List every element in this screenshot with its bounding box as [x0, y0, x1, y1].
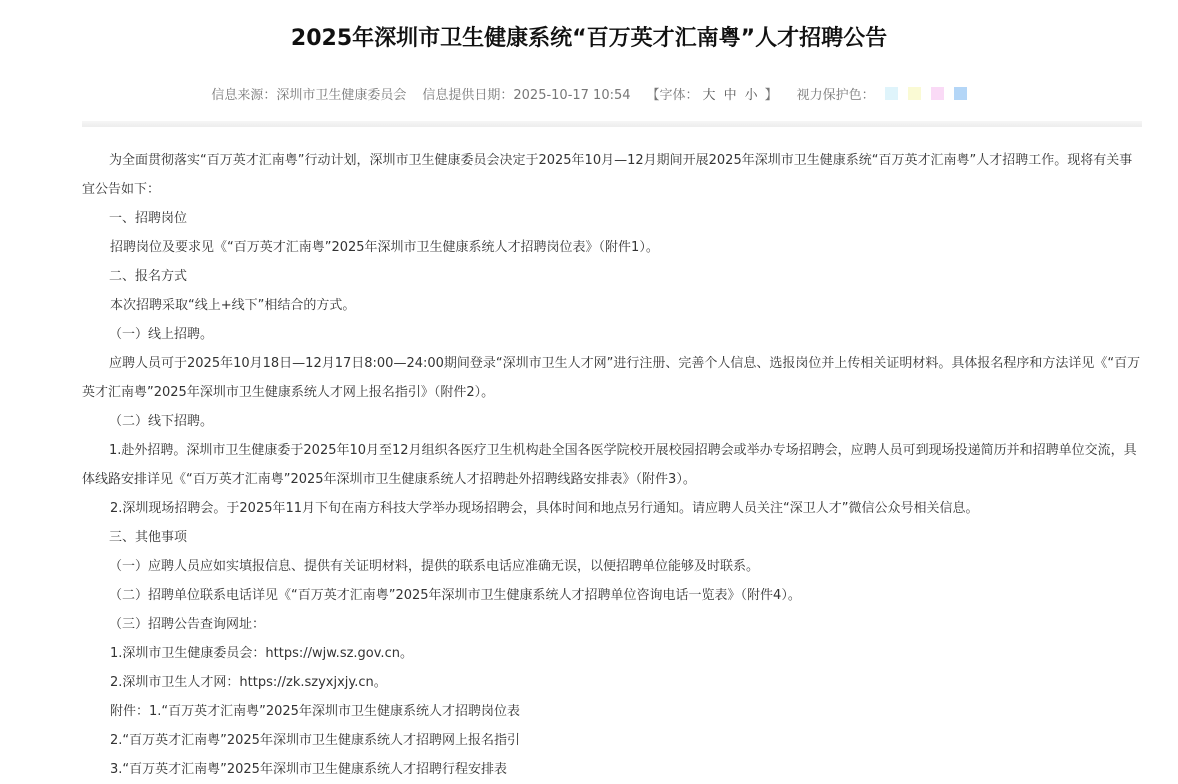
url-talent-network[interactable]: 2.深圳市卫生人才网：https://zk.szyxjxjy.cn。 — [110, 675, 387, 690]
eye-color-swatch-blue[interactable] — [954, 87, 967, 100]
article-meta — [0, 82, 1178, 104]
section-heading-positions: 一、招聘岗位 — [109, 211, 188, 226]
page-title: 2025年深圳市卫生健康系统“百万英才汇南粤”人才招聘公告 — [290, 26, 888, 51]
section-heading-registration: 二、报名方式 — [109, 269, 188, 284]
eye-color-swatch-pink[interactable] — [931, 87, 944, 100]
paragraph-other-item-2: （二）招聘单位联系电话详见《“百万英才汇南粤”2025年深圳市卫生健康系统人才招聘单位咨询电话一览表》（附件4）。 — [109, 588, 801, 603]
subheading-online-recruitment: （一）线上招聘。 — [109, 327, 214, 342]
eye-color-swatch-yellow[interactable] — [908, 87, 921, 100]
article-content — [82, 146, 1142, 784]
font-size-large-button[interactable]: 大 — [702, 87, 716, 103]
intro-paragraph: 为全面贯彻落实“百万英才汇南粤”行动计划，深圳市卫生健康委员会决定于2025年10月—12月期间开展2025年深圳市卫生健康系统“百万英才汇南粤”人才招聘工作。现将有关事宜公告如下： — [82, 153, 1133, 197]
paragraph-offline-campus: 1.赴外招聘。深圳市卫生健康委于2025年10月至12月组织各医疗卫生机构赴全国各医学院校开展校园招聘会或举办专场招聘会，应聘人员可到现场投递简历并和招聘单位交流，具体线路安排详见《“百万英才汇南粤”2025年深圳市卫生健康系统人才招聘赴外招聘线路安排表》（附件3）。 — [82, 443, 1137, 487]
paragraph-registration-method: 本次招聘采取“线上+线下”相结合的方式。 — [110, 298, 356, 313]
attachment-link-1[interactable]: 附件：1.“百万英才汇南粤”2025年深圳市卫生健康系统人才招聘岗位表 — [110, 704, 520, 719]
section-heading-other: 三、其他事项 — [109, 530, 188, 545]
attachment-link-3[interactable]: 3.“百万英才汇南粤”2025年深圳市卫生健康系统人才招聘行程安排表 — [110, 762, 507, 777]
eye-color-swatch-cyan[interactable] — [885, 87, 898, 100]
font-size-small-button[interactable]: 小 — [744, 87, 758, 103]
info-source: 信息来源：深圳市卫生健康委员会 — [211, 87, 407, 103]
attachment-link-2[interactable]: 2.“百万英才汇南粤”2025年深圳市卫生健康系统人才招聘网上报名指引 — [110, 733, 520, 748]
font-size-close-bracket: 】 — [764, 87, 778, 103]
url-health-commission[interactable]: 1.深圳市卫生健康委员会：https://wjw.sz.gov.cn。 — [110, 646, 413, 661]
header-divider — [82, 121, 1142, 127]
info-date: 信息提供日期：2025-10-17 10:54 — [422, 87, 631, 103]
paragraph-other-item-3: （三）招聘公告查询网址： — [109, 617, 266, 632]
subheading-offline-recruitment: （二）线下招聘。 — [109, 414, 214, 429]
paragraph-positions: 招聘岗位及要求见《“百万英才汇南粤”2025年深圳市卫生健康系统人才招聘岗位表》（附件1）。 — [110, 240, 659, 255]
paragraph-offline-onsite: 2.深圳现场招聘会。于2025年11月下旬在南方科技大学举办现场招聘会，具体时间和地点另行通知。请应聘人员关注“深卫人才”微信公众号相关信息。 — [110, 501, 979, 516]
font-size-label: 【字体： — [646, 87, 699, 103]
eye-protection-label: 视力保护色： — [796, 87, 875, 103]
paragraph-other-item-1: （一）应聘人员应如实填报信息、提供有关证明材料，提供的联系电话应准确无误，以便招聘单位能够及时联系。 — [109, 559, 760, 574]
paragraph-online-recruitment: 应聘人员可于2025年10月18日—12月17日8:00—24:00期间登录“深圳市卫生人才网”进行注册、完善个人信息、选报岗位并上传相关证明材料。具体报名程序和方法详见《“百万英才汇南粤”2025年深圳市卫生健康系统人才网上报名指引》（附件2）。 — [82, 356, 1141, 400]
font-size-medium-button[interactable]: 中 — [723, 87, 737, 103]
